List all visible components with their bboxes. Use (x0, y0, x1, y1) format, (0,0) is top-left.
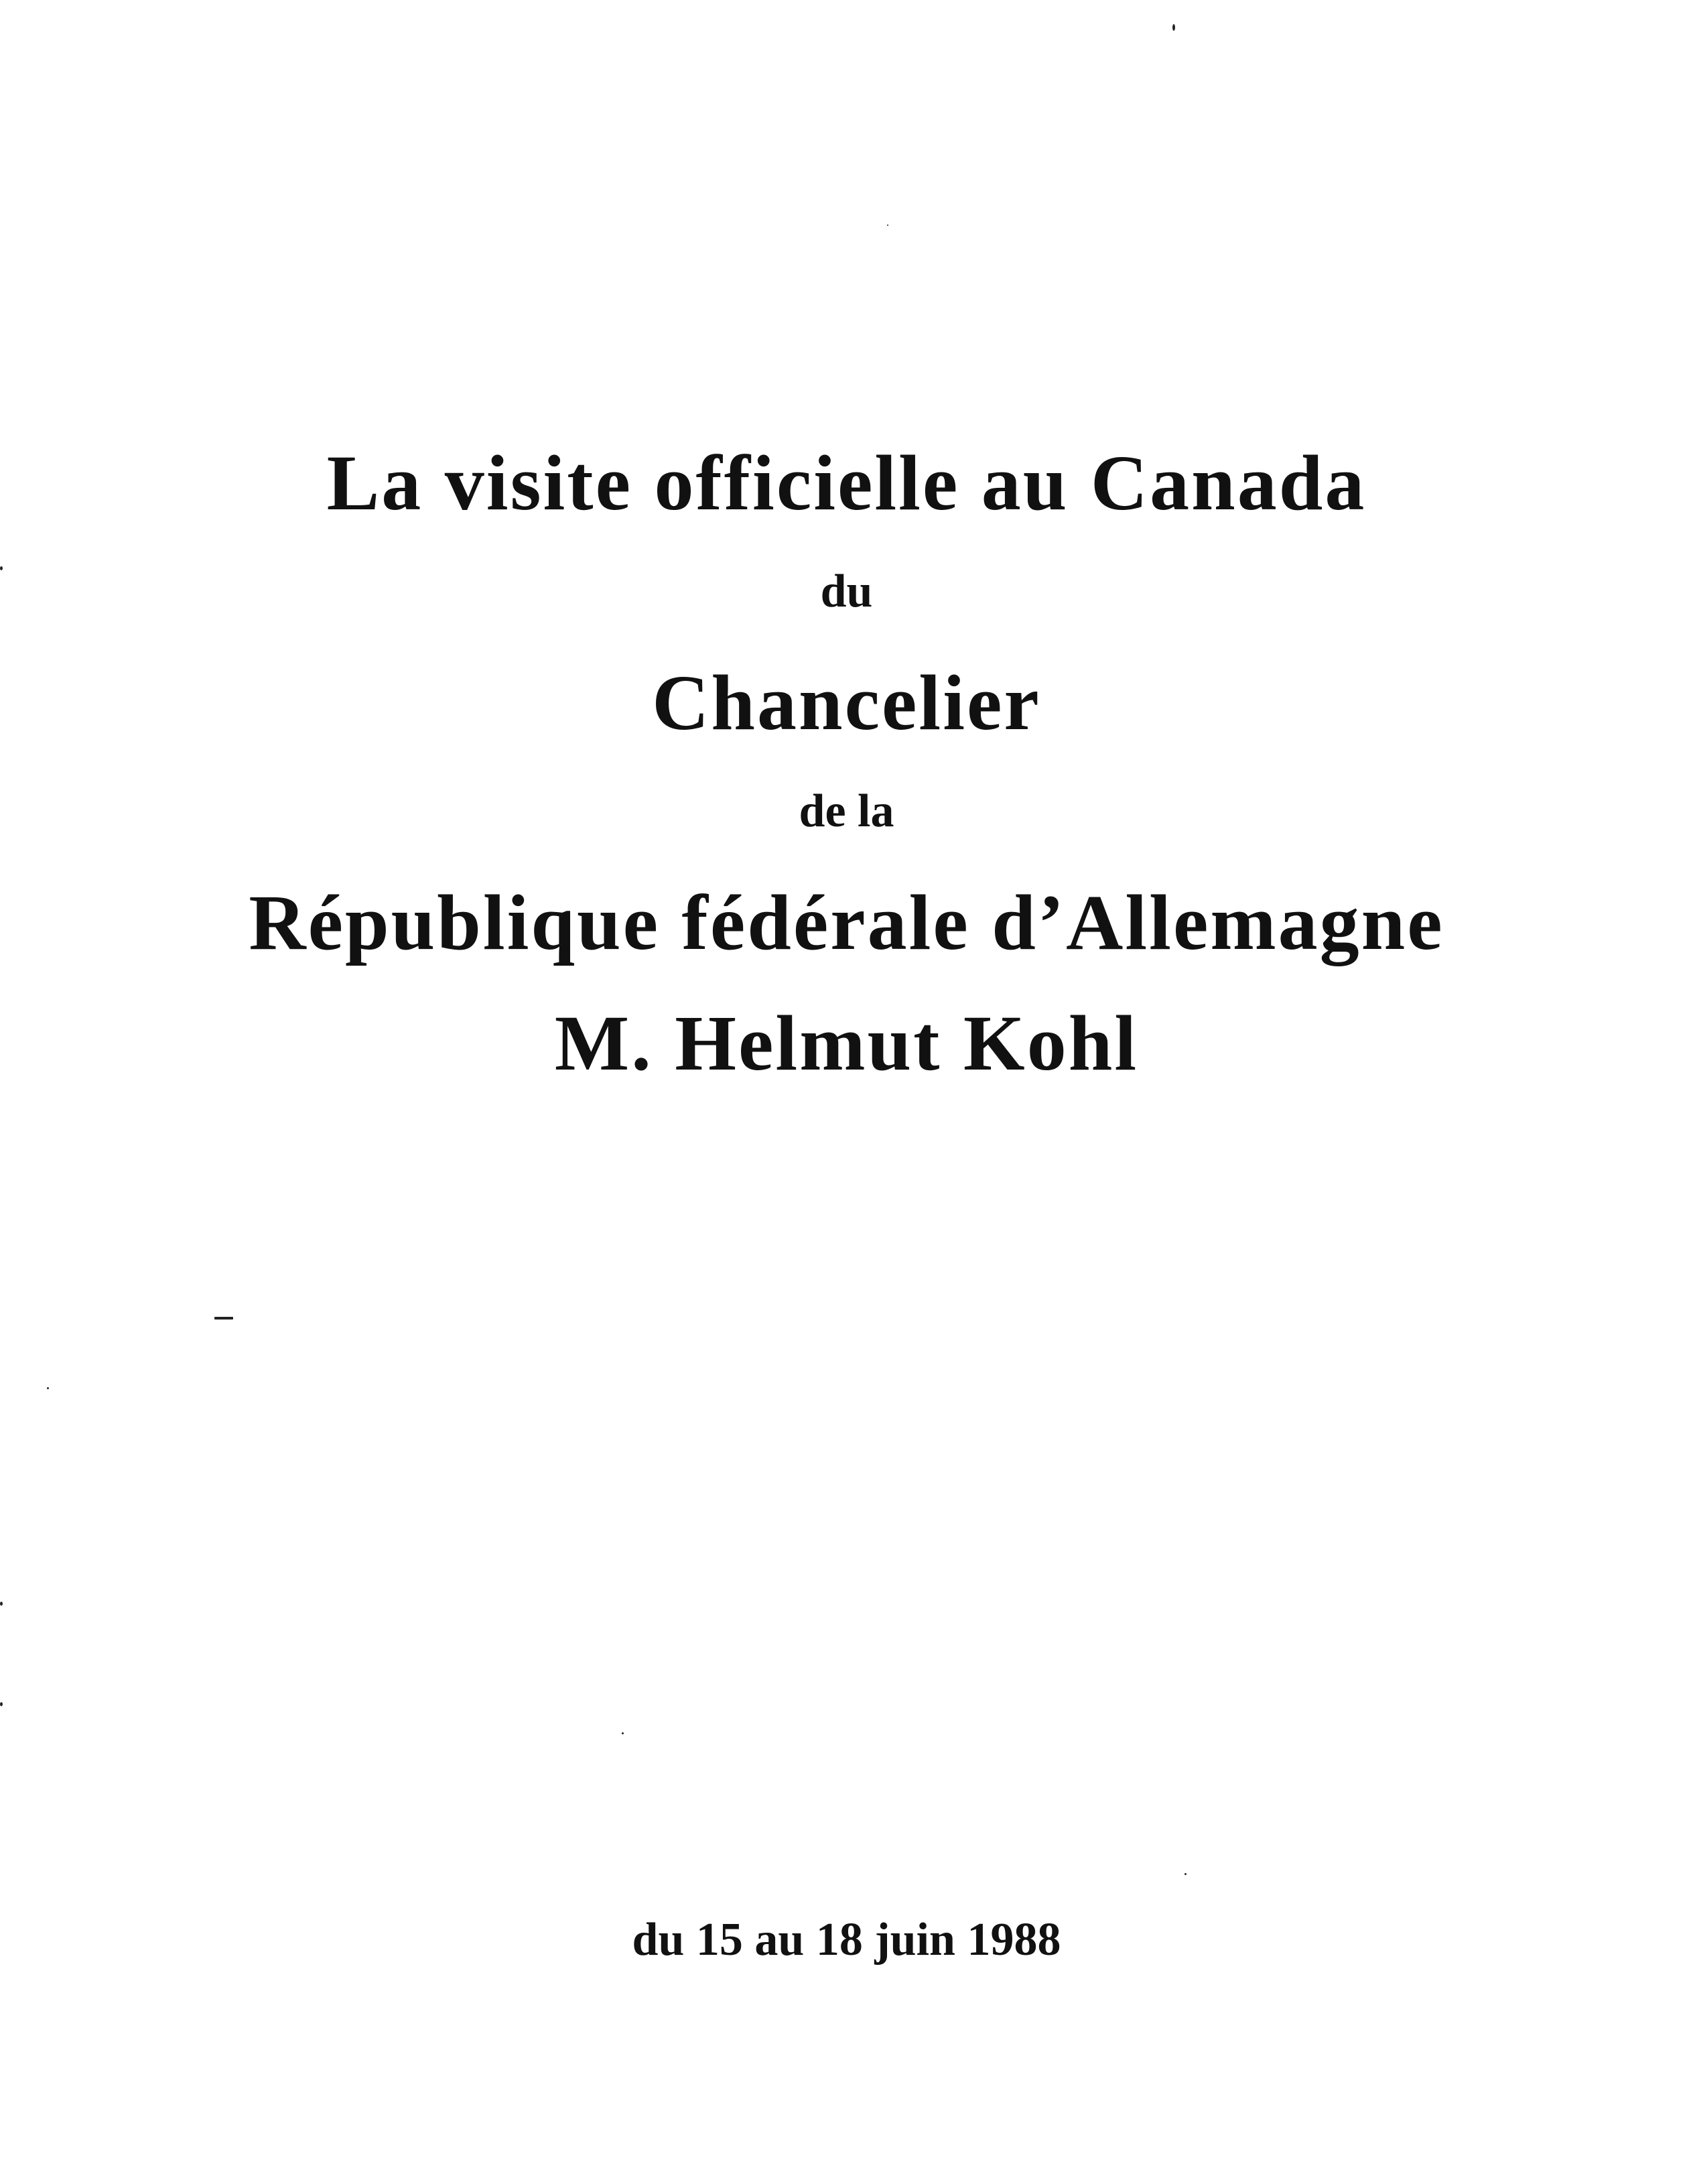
title-line-3: République fédérale d’Allemagne (249, 879, 1444, 966)
date-line: du 15 au 18 juin 1988 (632, 1914, 1061, 1966)
scan-speck (887, 224, 888, 226)
title-line-1: La visite officielle au Canada (326, 439, 1367, 527)
scan-speck (214, 1317, 233, 1320)
scan-speck (0, 566, 3, 570)
scan-speck (0, 1702, 3, 1706)
scan-speck (0, 1602, 3, 1606)
title-line-2: Chancelier (652, 659, 1041, 747)
connector-du: du (820, 566, 873, 617)
connector-de-la: de la (799, 785, 894, 837)
scan-speck (47, 1387, 49, 1389)
scan-speck (1184, 1873, 1187, 1875)
title-line-4: M. Helmut Kohl (554, 999, 1139, 1087)
scan-speck (622, 1732, 624, 1734)
scan-speck (1172, 24, 1175, 31)
